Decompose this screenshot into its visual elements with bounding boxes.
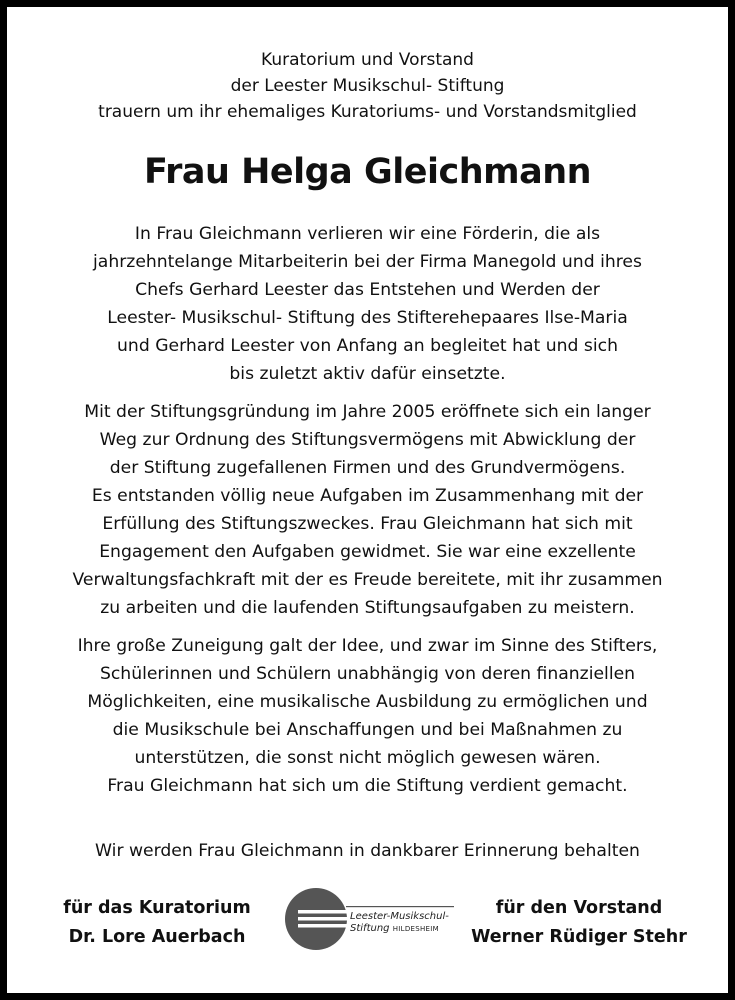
text-line: Mit der Stiftungsgründung im Jahre 2005 eröffnete sich ein langer <box>84 402 651 422</box>
text-line: Erfüllung des Stiftungszweckes. Frau Gleichmann hat sich mit <box>102 514 633 534</box>
text-line: Weg zur Ordnung des Stiftungsvermögens mit Abwicklung der <box>99 430 636 450</box>
signature-role: für das Kuratorium <box>63 898 251 918</box>
logo-text <box>350 911 449 935</box>
foundation-logo <box>280 884 460 954</box>
logo-city: HILDESHEIM <box>392 925 439 933</box>
text-line: die Musikschule bei Anschaffungen und bei Maßnahmen zu <box>112 720 623 740</box>
signature-kuratorium <box>52 894 262 952</box>
text-line: bis zuletzt aktiv dafür einsetzte. <box>229 364 506 384</box>
signature-role: für den Vorstand <box>495 898 663 918</box>
paragraph-3 <box>14 632 721 800</box>
text-line: Es entstanden völlig neue Aufgaben im Zusammenhang mit der <box>91 486 644 506</box>
header-block <box>14 47 721 125</box>
text-line: Frau Gleichmann hat sich um die Stiftung verdient gemacht. <box>107 776 628 796</box>
logo-stiftung: Stiftung <box>350 923 390 934</box>
logo-line-1: Leester-Musikschul- <box>350 911 449 922</box>
text-line: der Stiftung zugefallenen Firmen und des Grundvermögens. <box>109 458 626 478</box>
closing-line: Wir werden Frau Gleichmann in dankbarer Erinnerung behalten <box>95 841 640 861</box>
signature-name: Dr. Lore Auerbach <box>68 927 246 947</box>
text-line: Chefs Gerhard Leester das Entstehen und Werden der <box>135 280 600 300</box>
logo-line-2 <box>350 923 449 935</box>
deceased-name: Frau Helga Gleichmann <box>143 152 592 192</box>
text-line: Engagement den Aufgaben gewidmet. Sie war eine exzellente <box>99 542 636 562</box>
text-line: Schülerinnen und Schülern unabhängig von deren finanziellen <box>99 664 636 684</box>
header-line: der Leester Musikschul- Stiftung <box>230 76 505 96</box>
text-line: Verwaltungsfachkraft mit der es Freude bereitete, mit ihr zusammen <box>72 570 663 590</box>
paragraph-2 <box>14 398 721 622</box>
signature-name: Werner Rüdiger Stehr <box>471 927 687 947</box>
signature-vorstand <box>464 894 694 952</box>
header-line: Kuratorium und Vorstand <box>261 50 474 70</box>
text-line: Ihre große Zuneigung galt der Idee, und zwar im Sinne des Stifters, <box>77 636 658 656</box>
text-line: Möglichkeiten, eine musikalische Ausbildung zu ermöglichen und <box>87 692 648 712</box>
text-line: und Gerhard Leester von Anfang an begleitet hat und sich <box>117 336 618 356</box>
text-line: unterstützen, die sonst nicht möglich gewesen wären. <box>134 748 601 768</box>
text-line: Leester- Musikschul- Stiftung des Stifterehepaares Ilse-Maria <box>107 308 628 328</box>
header-line: trauern um ihr ehemaliges Kuratoriums- und Vorstandsmitglied <box>98 102 637 122</box>
text-line: In Frau Gleichmann verlieren wir eine Förderin, die als <box>134 224 601 244</box>
text-line: zu arbeiten und die laufenden Stiftungsaufgaben zu meistern. <box>100 598 635 618</box>
text-line: jahrzehntelange Mitarbeiterin bei der Firma Manegold und ihres <box>93 252 642 272</box>
paragraph-1 <box>14 220 721 388</box>
